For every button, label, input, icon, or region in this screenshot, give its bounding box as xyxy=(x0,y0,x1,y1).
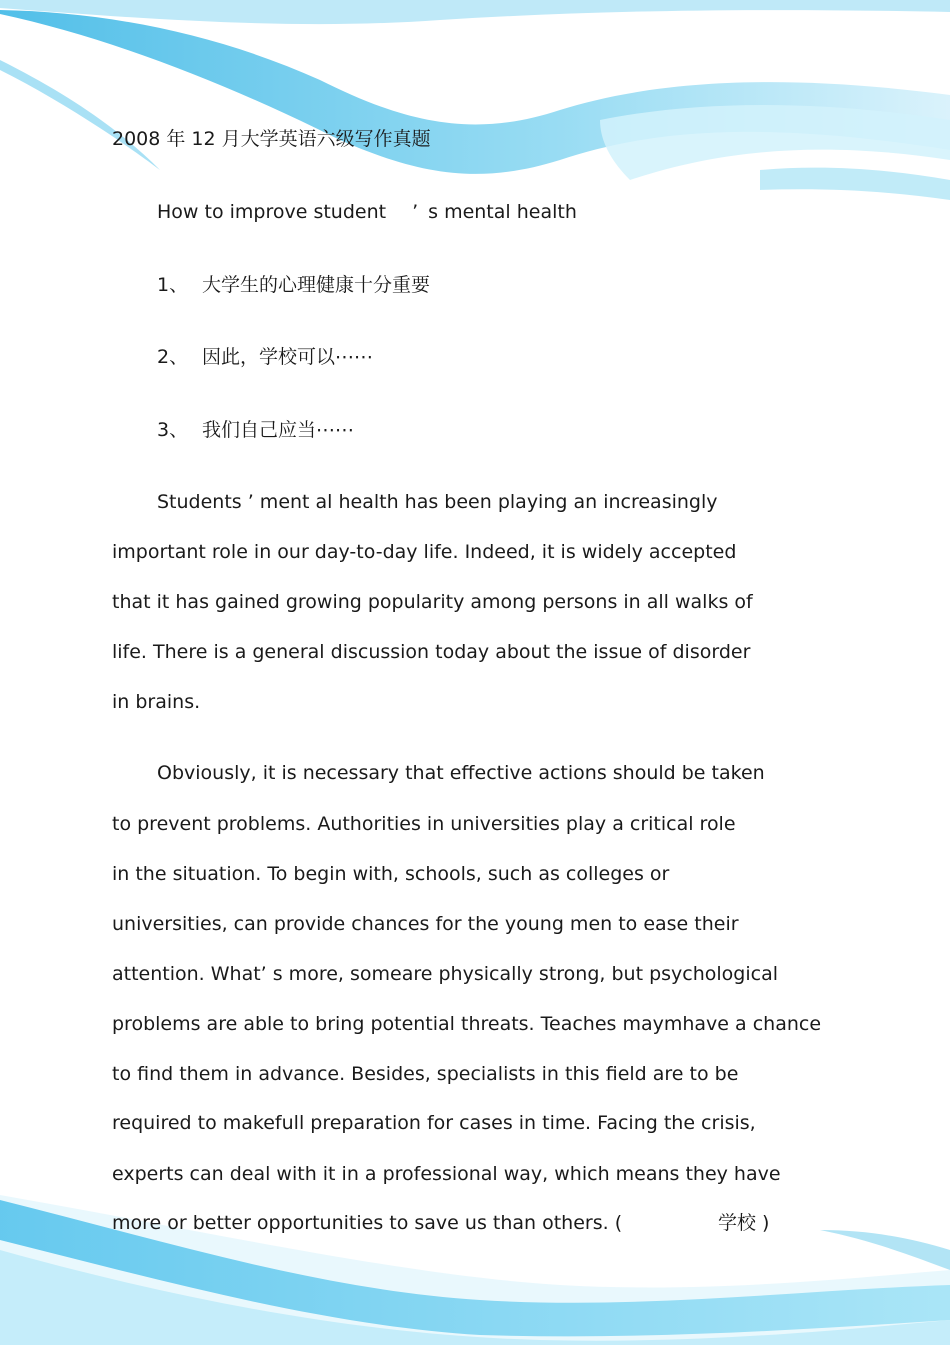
paragraph-1-line: important role in our day-to-day life. Indeed, it is widely accepted xyxy=(112,541,737,563)
paragraph-2-line: experts can deal with it in a professional way, which means they have xyxy=(112,1163,781,1185)
paragraph-1-line: that it has gained growing popularity among persons in all walks of xyxy=(112,591,753,613)
prompt-part-1: How to improve student xyxy=(157,201,387,223)
outline-item-2: 2、 因此，学校可以⋯⋯ xyxy=(157,346,374,368)
paragraph-2-line: to find them in advance. Besides, specialists in this field are to be xyxy=(112,1063,739,1085)
paragraph-2-line: to prevent problems. Authorities in universities play a critical role xyxy=(112,813,736,835)
outline-item-3: 3、 我们自己应当⋯⋯ xyxy=(157,419,355,441)
paragraph-2-line: in the situation. To begin with, schools, such as colleges or xyxy=(112,863,670,885)
paragraph-2-tail: 学校 ) xyxy=(718,1212,770,1234)
paragraph-2-line: universities, can provide chances for the young men to ease their xyxy=(112,913,739,935)
paragraph-2-line: more or better opportunities to save us than others. ( xyxy=(112,1212,623,1234)
paragraph-2-line: attention. What’ s more, someare physically strong, but psychological xyxy=(112,963,778,985)
paragraph-2-line: Obviously, it is necessary that effective actions should be taken xyxy=(157,762,765,784)
prompt-part-2: s mental health xyxy=(428,201,577,223)
paragraph-1-line: life. There is a general discussion today about the issue of disorder xyxy=(112,641,751,663)
essay-prompt-title xyxy=(157,200,577,224)
prompt-apostrophe: ’ xyxy=(412,201,419,223)
outline-item-1: 1、 大学生的心理健康十分重要 xyxy=(157,274,431,296)
paragraph-1-line: in brains. xyxy=(112,691,201,713)
paragraph-2-line: required to makefull preparation for cases in time. Facing the crisis, xyxy=(112,1112,756,1134)
document-title: 2008 年 12 月大学英语六级写作真题 xyxy=(112,128,431,150)
paragraph-1-line: Students ’ ment al health has been playing an increasingly xyxy=(157,491,718,513)
paragraph-2-line: problems are able to bring potential threats. Teaches maymhave a chance xyxy=(112,1013,822,1035)
